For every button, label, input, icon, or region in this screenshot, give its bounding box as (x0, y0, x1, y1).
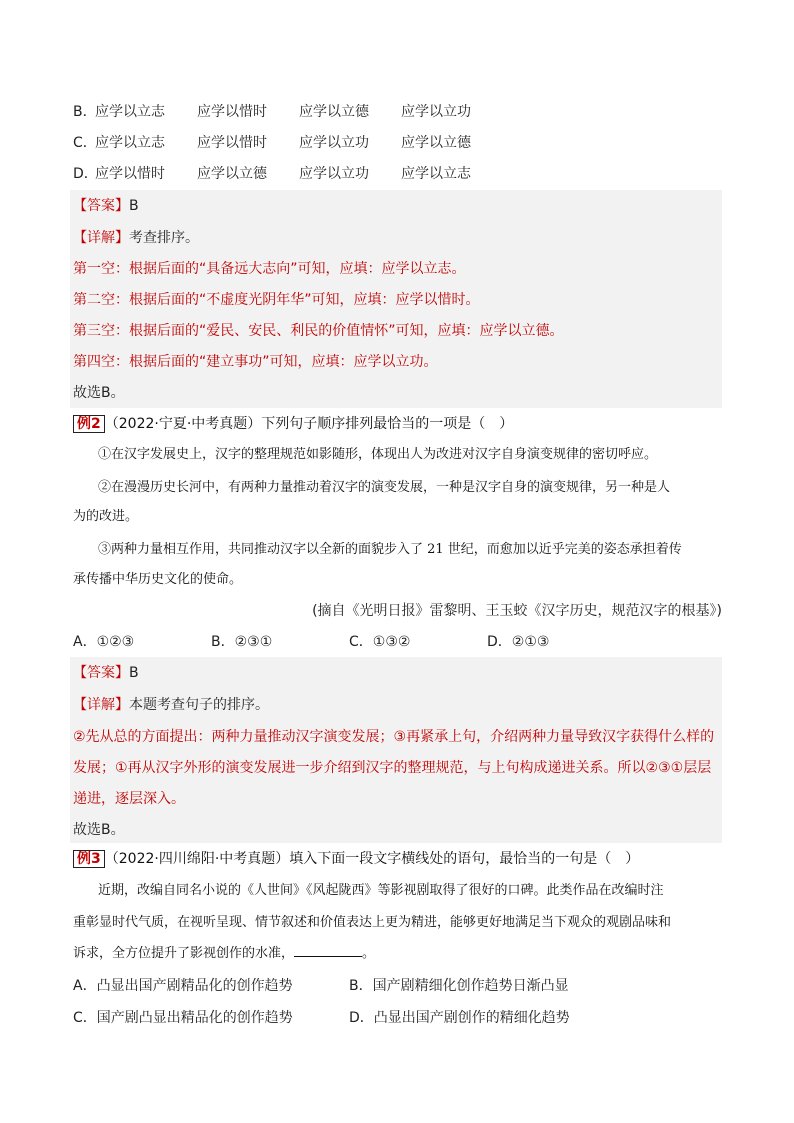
passage-line: 重彰显时代气质，在视听呈现、情节叙述和价值表达上更为精进，能够更好地满足当下观众的观剧品味和 (73, 915, 672, 930)
explanation-line: 递进，逐层深入。 (73, 791, 185, 807)
answer-label: 【答案】 (73, 198, 129, 214)
answer-value: B (129, 198, 139, 214)
choice: 应学以立功 (299, 135, 369, 151)
q1-answer-box (70, 190, 722, 408)
option-a: A．凸显出国产剧精品化的创作趋势 (73, 978, 293, 994)
option-b: B．②③① (211, 634, 273, 650)
example-question: 填入下面一段文字横线处的语句，最恰当的一句是（ ） (289, 851, 640, 867)
choice: 应学以立志 (95, 104, 165, 120)
example2-header (73, 414, 513, 434)
option-letter: D． (73, 166, 98, 182)
sentence-2: ②在漫漫历史长河中，有两种力量推动着汉字的演变发展，一种是汉字自身的演变规律，另一种是人 (98, 480, 671, 495)
choice: 应学以立志 (401, 166, 471, 182)
detail-label: 【详解】 (73, 230, 129, 246)
sentence-1: ①在汉字发展史上，汉字的整理规范如影随形，体现出人为改进对汉字自身演变规律的密切呼应。 (98, 447, 658, 462)
citation: (摘自《光明日报》雷黎明、王玉蛟《汉字历史，规范汉字的根基》) (312, 603, 722, 619)
detail-line (73, 695, 269, 715)
conclusion-line: 故选B。 (73, 822, 125, 838)
sentence-3-cont: 承传播中华历史文化的使命。 (73, 572, 243, 587)
example-source: （2022·宁夏·中考真题） (104, 416, 262, 432)
option-letter: C． (73, 135, 97, 151)
option-c: C．①③② (349, 634, 411, 650)
option-a: A．①②③ (73, 634, 135, 650)
detail-text: 本题考查句子的排序。 (129, 697, 269, 713)
example-label: 例3 (73, 850, 105, 868)
explanation-line: 第三空：根据后面的“爱民、安民、利民的价值情怀”可知，应填：应学以立德。 (73, 323, 564, 339)
choice: 应学以立德 (401, 135, 471, 151)
option-d: D．凸显出国产剧创作的精细化趋势 (349, 1010, 570, 1026)
passage-line: 近期，改编自同名小说的《人世间》《风起陇西》等影视剧取得了很好的口碑。此类作品在改编时注 (98, 883, 664, 898)
detail-label: 【详解】 (73, 697, 129, 713)
explanation-line: 第四空：根据后面的“建立事功”可知，应填：应学以立功。 (73, 354, 438, 370)
example-source: （2022·四川绵阳·中考真题） (104, 851, 290, 867)
explanation-line: 第二空：根据后面的“不虚度光阴年华”可知，应填：应学以惜时。 (73, 292, 480, 308)
passage-end: 。 (362, 946, 376, 961)
explanation-line: 发展；①再从汉字外形的演变发展进一步介绍到汉字的整理规范，与上句构成递进关系。所以②③①层层 (73, 760, 712, 776)
explanation-line: 第一空：根据后面的“具备远大志向”可知，应填：应学以立志。 (73, 261, 466, 277)
example3-header (73, 849, 639, 869)
passage-text: 诉求，全方位提升了影视创作的水准， (73, 946, 295, 961)
detail-text: 考查排序。 (129, 230, 199, 246)
choice: 应学以立功 (299, 166, 369, 182)
choice: 应学以立德 (299, 104, 369, 120)
sentence-2-cont: 为的改进。 (73, 509, 139, 524)
choice: 应学以惜时 (197, 104, 267, 120)
sentence-3: ③两种力量相互作用，共同推动汉字以全新的面貌步入了 21 世纪，而愈加以近乎完美的姿态承担着传 (98, 542, 682, 557)
option-c: C．国产剧凸显出精品化的创作趋势 (73, 1010, 293, 1026)
choice: 应学以立德 (197, 166, 267, 182)
choice: 应学以惜时 (197, 135, 267, 151)
answer-line (73, 196, 139, 216)
answer-line (73, 663, 139, 683)
choice: 应学以立志 (95, 135, 165, 151)
option-d: D．②①③ (487, 634, 550, 650)
explanation-line: ②先从总的方面提出：两种力量推动汉字演变发展；③再紧承上句，介绍两种力量导致汉字获得什么样的 (73, 729, 715, 745)
conclusion-line: 故选B。 (73, 385, 125, 401)
choice: 应学以立功 (401, 104, 471, 120)
q2-answer-box (70, 657, 722, 843)
option-b: B．国产剧精细化创作趋势日渐凸显 (349, 978, 569, 994)
option-letter: B． (73, 104, 97, 120)
choice: 应学以惜时 (95, 166, 165, 182)
example-question: 下列句子顺序排列最恰当的一项是（ ） (261, 416, 514, 432)
fill-blank (294, 944, 362, 957)
answer-label: 【答案】 (73, 665, 129, 681)
answer-value: B (129, 665, 139, 681)
passage-line-last (73, 944, 375, 964)
example-label: 例2 (73, 415, 105, 433)
detail-line (73, 228, 199, 248)
